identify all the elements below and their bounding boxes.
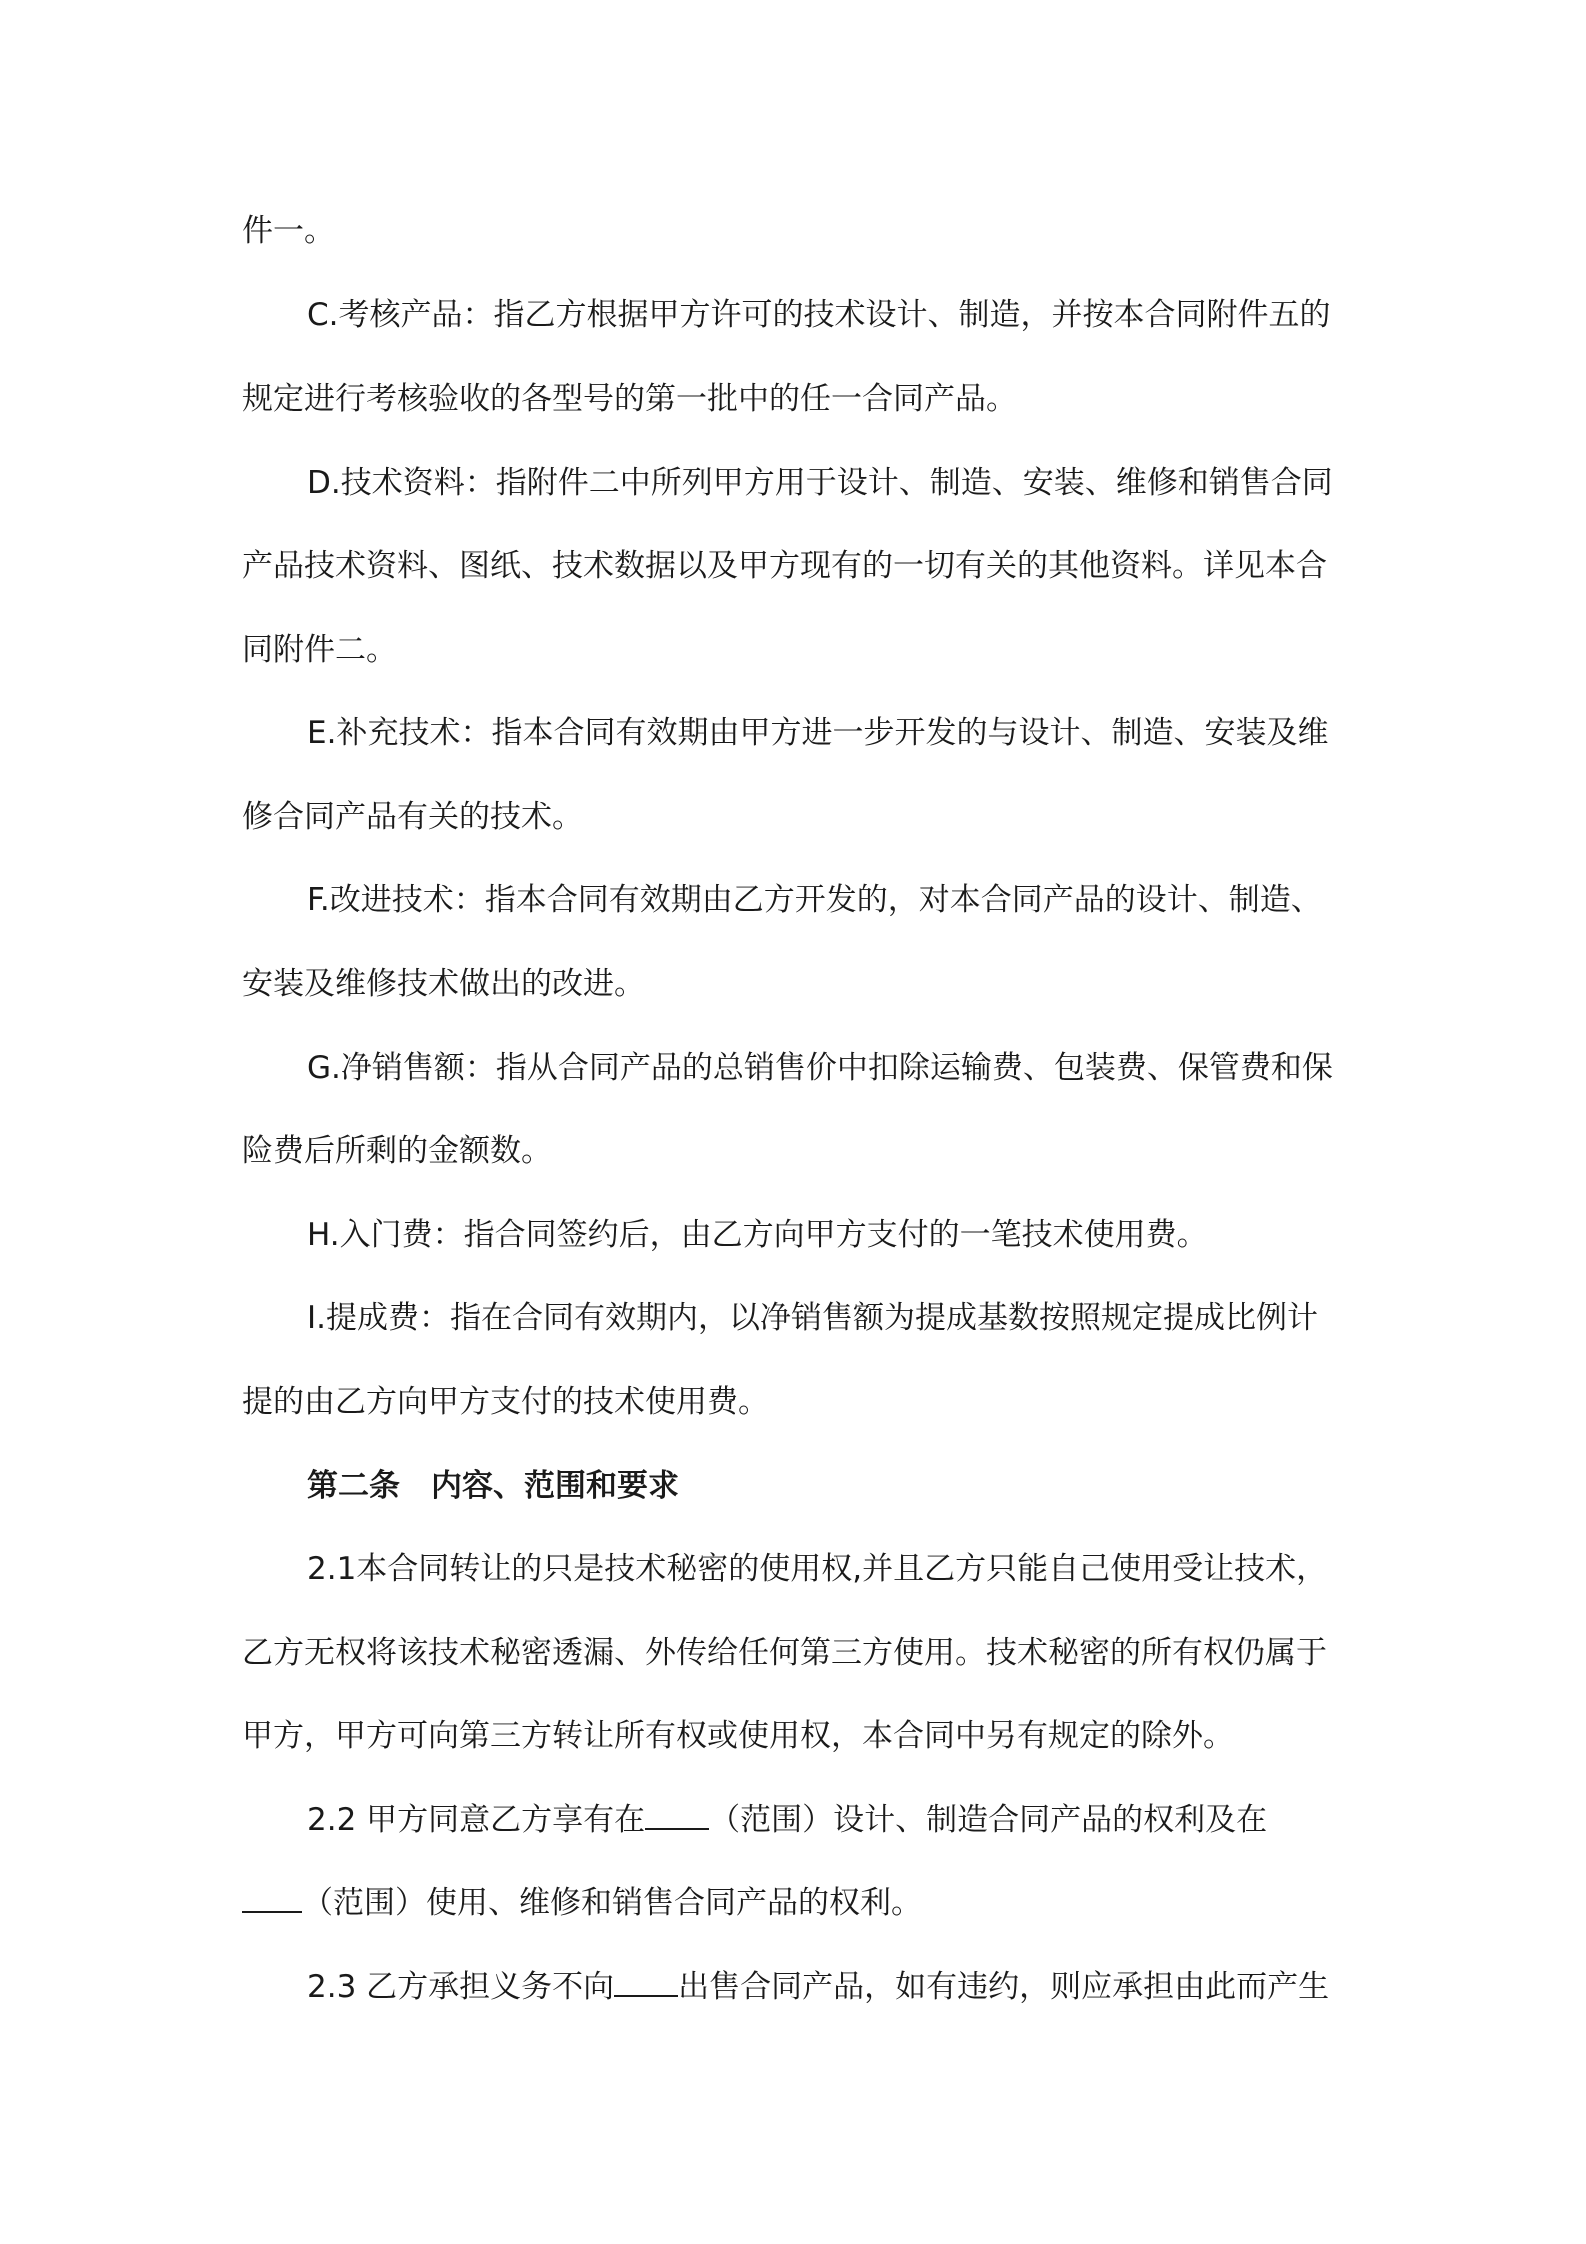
clause-2-1: 2.1本合同转让的只是技术秘密的使用权,并且乙方只能自己使用受让技术， xyxy=(307,1551,1328,1587)
definition-d: D.技术资料：指附件二中所列甲方用于设计、制造、安装、维修和销售合同 xyxy=(307,465,1333,501)
section-heading: 第二条 内容、范围和要求 xyxy=(307,1468,679,1504)
fill-blank xyxy=(614,1965,678,1997)
definition-e: E.补充技术：指本合同有效期由甲方进一步开发的与设计、制造、安装及维 xyxy=(307,715,1329,751)
clause-text: 2.2 甲方同意乙方享有在 xyxy=(307,1802,646,1838)
text-line: 产品技术资料、图纸、技术数据以及甲方现有的一切有关的其他资料。详见本合 xyxy=(242,548,1327,584)
definition-c: C.考核产品：指乙方根据甲方许可的技术设计、制造，并按本合同附件五的 xyxy=(307,297,1331,333)
clause-2-2-continued xyxy=(242,1880,1360,1926)
text-line: 修合同产品有关的技术。 xyxy=(242,799,583,835)
text-line: 提的由乙方向甲方支付的技术使用费。 xyxy=(242,1384,769,1420)
clause-text: 出售合同产品，如有违约，则应承担由此而产生 xyxy=(678,1969,1330,2005)
text-line: 险费后所剩的金额数。 xyxy=(242,1133,552,1169)
definition-h: H.入门费：指合同签约后，由乙方向甲方支付的一笔技术使用费。 xyxy=(307,1217,1208,1253)
text-line: 甲方，甲方可向第三方转让所有权或使用权，本合同中另有规定的除外。 xyxy=(242,1718,1234,1754)
clause-text: （范围）设计、制造合同产品的权利及在 xyxy=(709,1802,1268,1838)
clause-text: （范围）使用、维修和销售合同产品的权利。 xyxy=(302,1885,922,1921)
clause-2-3 xyxy=(307,1964,1360,2010)
definition-f: F.改进技术：指本合同有效期由乙方开发的，对本合同产品的设计、制造、 xyxy=(307,882,1322,918)
definition-g: G.净销售额：指从合同产品的总销售价中扣除运输费、包装费、保管费和保 xyxy=(307,1050,1333,1086)
text-line: 件一。 xyxy=(242,213,335,249)
fill-blank xyxy=(242,1881,302,1913)
fill-blank xyxy=(645,1798,709,1830)
text-line: 同附件二。 xyxy=(242,632,397,668)
text-line: 乙方无权将该技术秘密透漏、外传给任何第三方使用。技术秘密的所有权仍属于 xyxy=(242,1635,1327,1671)
definition-i: I.提成费：指在合同有效期内，以净销售额为提成基数按照规定提成比例计 xyxy=(307,1300,1318,1336)
clause-2-2 xyxy=(307,1797,1360,1843)
text-line: 规定进行考核验收的各型号的第一批中的任一合同产品。 xyxy=(242,381,1017,417)
text-line: 安装及维修技术做出的改进。 xyxy=(242,966,645,1002)
clause-text: 2.3 乙方承担义务不向 xyxy=(307,1969,615,2005)
